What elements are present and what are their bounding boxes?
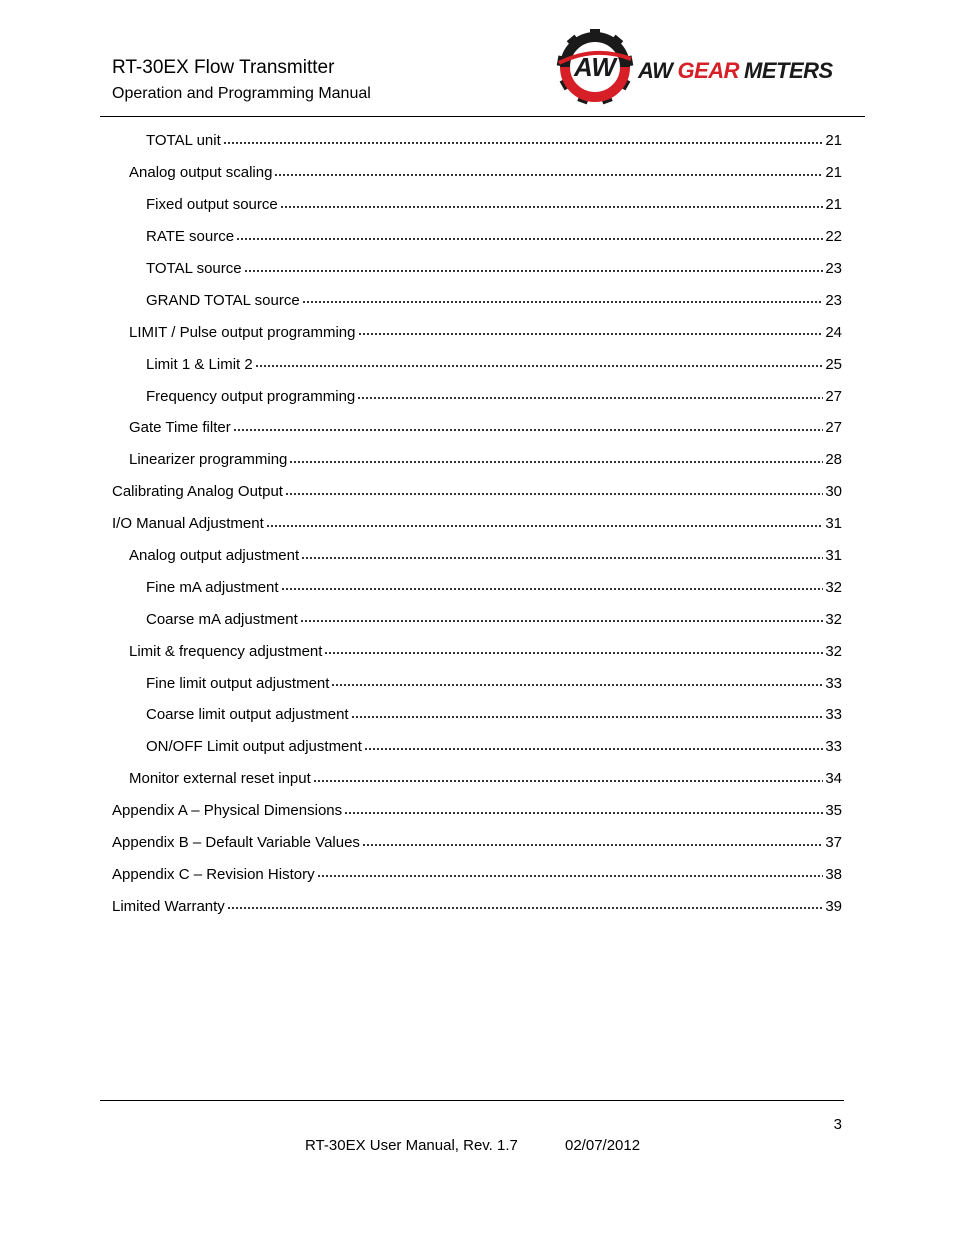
toc-dot-leader — [302, 295, 824, 309]
toc-entry-page-number: 39 — [825, 897, 842, 915]
toc-dot-leader — [227, 901, 824, 915]
toc-dot-leader — [324, 646, 823, 660]
toc-entry-label: Monitor external reset input — [129, 770, 311, 788]
toc-entry-page-number: 33 — [825, 738, 842, 756]
toc-entry[interactable] — [112, 412, 842, 444]
toc-entry-page-number: 23 — [825, 291, 842, 309]
toc-dot-leader — [358, 327, 824, 341]
toc-dot-leader — [274, 168, 823, 182]
toc-entry-label: Analog output adjustment — [129, 547, 300, 565]
toc-entry-label: Limited Warranty — [112, 897, 225, 915]
logo-word-aw: AW — [638, 58, 673, 83]
toc-entry-page-number: 38 — [825, 865, 842, 883]
footer-document-revision: RT-30EX User Manual, Rev. 1.7 — [305, 1137, 518, 1154]
toc-entry-label: Linearizer programming — [129, 451, 288, 469]
toc-entry[interactable] — [112, 890, 842, 922]
toc-entry-label: Limit 1 & Limit 2 — [146, 355, 253, 373]
toc-entry-page-number: 31 — [825, 547, 842, 565]
toc-dot-leader — [266, 519, 824, 533]
toc-entry[interactable] — [112, 571, 842, 603]
header-divider — [100, 116, 865, 117]
toc-entry-page-number: 33 — [825, 674, 842, 692]
logo-word-gear: GEAR — [677, 58, 740, 83]
toc-dot-leader — [223, 136, 824, 150]
toc-dot-leader — [362, 838, 823, 852]
toc-entry-page-number: 27 — [825, 419, 842, 437]
toc-dot-leader — [351, 710, 824, 724]
toc-entry[interactable] — [112, 763, 842, 795]
toc-entry-label: Coarse limit output adjustment — [146, 706, 349, 724]
document-subtitle: Operation and Programming Manual — [112, 85, 371, 102]
toc-entry[interactable] — [112, 189, 842, 221]
toc-entry[interactable] — [112, 635, 842, 667]
toc-entry-page-number: 37 — [825, 834, 842, 852]
toc-dot-leader — [236, 232, 823, 246]
toc-entry-label: TOTAL source — [146, 260, 242, 277]
toc-entry-label: Fine mA adjustment — [146, 578, 279, 596]
toc-entry[interactable] — [112, 540, 842, 572]
toc-dot-leader — [285, 487, 823, 501]
toc-entry[interactable] — [112, 380, 842, 412]
footer-date: 02/07/2012 — [565, 1137, 641, 1154]
toc-entry-label: Limit & frequency adjustment — [129, 642, 323, 660]
toc-entry[interactable] — [112, 795, 842, 827]
toc-entry-page-number: 27 — [825, 387, 842, 405]
toc-entry[interactable] — [112, 284, 842, 316]
toc-entry-label: Appendix B – Default Variable Values — [112, 834, 360, 852]
table-of-contents — [112, 125, 842, 922]
toc-entry[interactable] — [112, 667, 842, 699]
toc-entry[interactable] — [112, 348, 842, 380]
toc-entry[interactable] — [112, 827, 842, 859]
toc-dot-leader — [289, 455, 823, 469]
toc-entry-page-number: 21 — [825, 196, 842, 214]
toc-entry-page-number: 32 — [825, 642, 842, 660]
toc-entry-page-number: 35 — [825, 802, 842, 820]
toc-entry-label: Calibrating Analog Output — [112, 483, 283, 501]
toc-entry[interactable] — [112, 858, 842, 890]
toc-dot-leader — [364, 742, 823, 756]
toc-entry-page-number: 30 — [825, 483, 842, 501]
toc-entry-page-number: 24 — [825, 323, 842, 341]
toc-entry-page-number: 22 — [825, 228, 842, 246]
toc-entry-page-number: 23 — [825, 260, 842, 277]
toc-entry[interactable] — [112, 444, 842, 476]
toc-entry-label: Appendix C – Revision History — [112, 865, 315, 883]
toc-entry-page-number: 25 — [825, 355, 842, 373]
toc-dot-leader — [313, 774, 824, 788]
aw-gear-meters-logo — [556, 28, 846, 108]
toc-entry-page-number: 32 — [825, 578, 842, 596]
toc-entry-page-number: 21 — [825, 132, 842, 150]
toc-entry[interactable] — [112, 603, 842, 635]
toc-entry[interactable] — [112, 221, 842, 253]
toc-dot-leader — [317, 869, 824, 883]
page-number: 3 — [833, 1116, 842, 1133]
toc-dot-leader — [331, 678, 823, 692]
toc-entry-page-number: 32 — [825, 610, 842, 628]
gear-aw-icon — [556, 28, 634, 106]
toc-dot-leader — [300, 614, 824, 628]
toc-entry-page-number: 21 — [825, 164, 842, 182]
toc-dot-leader — [281, 582, 824, 596]
toc-entry-page-number: 34 — [825, 770, 842, 788]
toc-entry-label: ON/OFF Limit output adjustment — [146, 738, 362, 756]
toc-entry-page-number: 28 — [825, 451, 842, 469]
toc-entry-page-number: 31 — [825, 515, 842, 533]
logo-word-meters: METERS — [744, 58, 833, 83]
toc-dot-leader — [244, 264, 824, 278]
toc-entry[interactable] — [112, 731, 842, 763]
toc-entry[interactable] — [112, 699, 842, 731]
toc-entry-label: Frequency output programming — [146, 387, 356, 405]
toc-dot-leader — [233, 423, 824, 437]
toc-entry-label: RATE source — [146, 228, 235, 246]
toc-entry[interactable] — [112, 253, 842, 285]
toc-entry-label: Gate Time filter — [129, 419, 231, 437]
toc-entry-label: Coarse mA adjustment — [146, 610, 298, 628]
toc-entry[interactable] — [112, 508, 842, 540]
logo-wordmark — [638, 58, 833, 84]
toc-dot-leader — [357, 391, 823, 405]
toc-entry[interactable] — [112, 157, 842, 189]
footer-divider — [100, 1100, 844, 1101]
toc-entry-label: TOTAL unit — [146, 132, 221, 150]
toc-entry-label: Fixed output source — [146, 196, 278, 214]
document-title: RT-30EX Flow Transmitter — [112, 57, 335, 78]
toc-dot-leader — [344, 806, 823, 820]
toc-entry-label: I/O Manual Adjustment — [112, 515, 264, 533]
toc-entry[interactable] — [112, 476, 842, 508]
toc-entry-label: Analog output scaling — [129, 164, 273, 182]
toc-entry-page-number: 33 — [825, 706, 842, 724]
logo-mark-text: AW — [574, 52, 616, 82]
toc-entry-label: LIMIT / Pulse output programming — [129, 323, 356, 341]
toc-entry-label: Appendix A – Physical Dimensions — [112, 802, 343, 820]
toc-entry-label: GRAND TOTAL source — [146, 291, 300, 309]
toc-dot-leader — [301, 551, 823, 565]
toc-dot-leader — [255, 359, 824, 373]
toc-entry[interactable] — [112, 316, 842, 348]
toc-dot-leader — [280, 200, 824, 214]
toc-entry[interactable] — [112, 125, 842, 157]
toc-entry-label: Fine limit output adjustment — [146, 674, 330, 692]
